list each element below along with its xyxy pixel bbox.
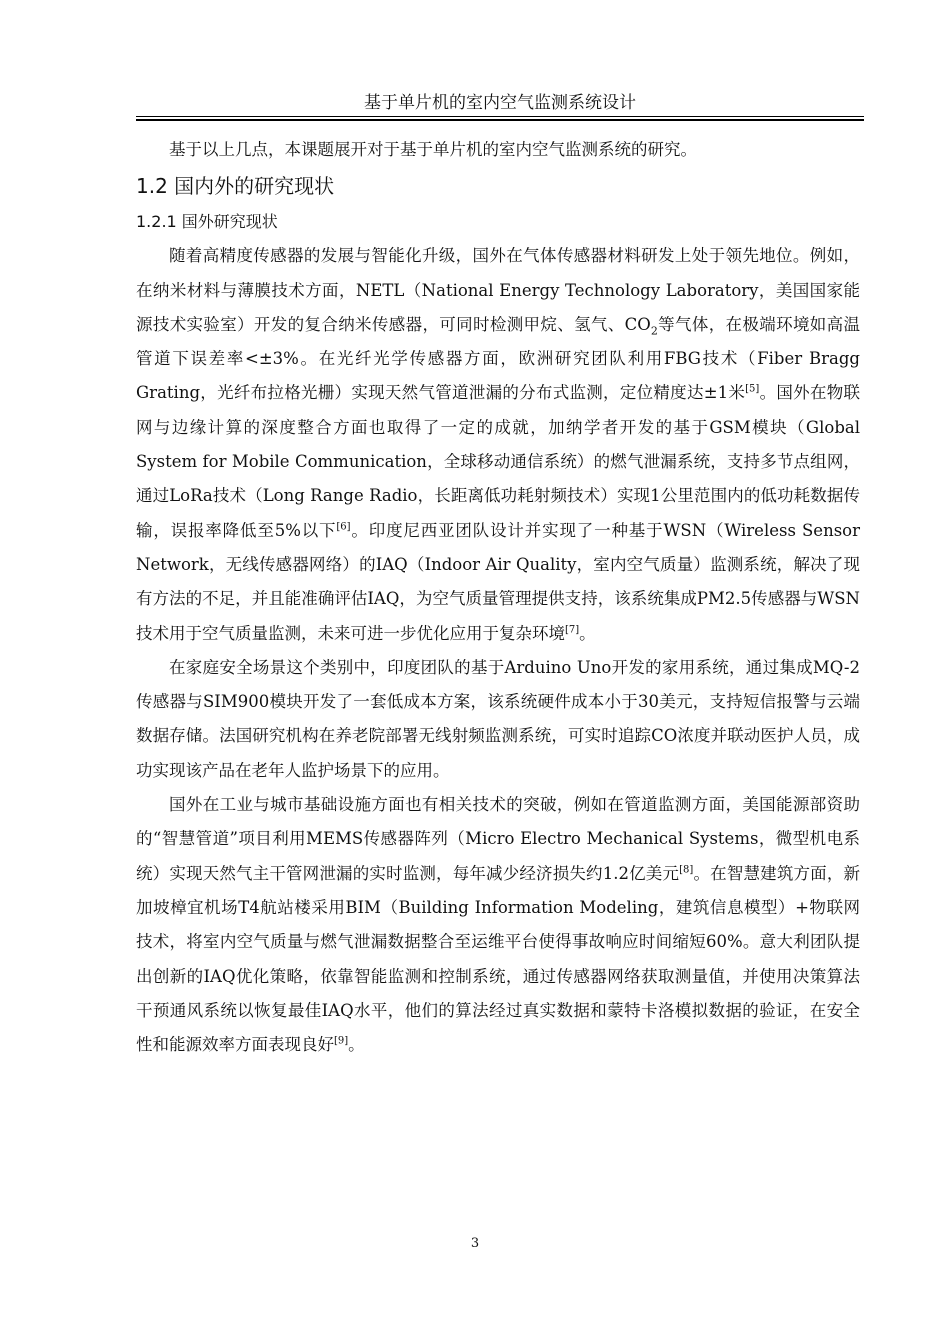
paragraph-foreign-sensors (136, 239, 860, 651)
citation-7: [7] (565, 624, 580, 636)
paragraph-text: 。 (348, 1035, 365, 1055)
page-number: 3 (470, 1236, 480, 1251)
subsection-heading-1-2-1: 1.2.1 国外研究现状 (136, 212, 278, 232)
section-heading-1-2: 1.2 国内外的研究现状 (136, 174, 335, 199)
citation-6: [6] (336, 521, 351, 533)
paragraph-text: 。国外在物联网与边缘计算的深度整合方面也取得了一定的成就，加纳学者开发的基于GSM模块（Global System for Mobile Communication，全球移动通信系统）的燃气泄漏系统，支持多节点组网，通过LoRa技术（Long Range Radio，长距离低功耗射频技术）实现1公里范围内的低功耗数据传输，误报率降低至5%以下 (136, 383, 861, 540)
citation-8: [8] (679, 864, 694, 876)
body-text (136, 133, 860, 1062)
running-header: 基于单片机的室内空气监测系统设计 (364, 93, 636, 113)
citation-5: [5] (745, 383, 760, 395)
citation-9: [9] (334, 1035, 349, 1047)
paragraph-industrial-urban (136, 788, 860, 1062)
subscript-2: 2 (650, 324, 658, 338)
paragraph-text: 。在智慧建筑方面，新加坡樟宜机场T4航站楼采用BIM（Building Information Modeling，建筑信息模型）+物联网技术，将室内空气质量与燃气泄漏数据整合至运维平台使得事故响应时间缩短60%。意大利团队提出创新的IAQ优化策略，依靠智能监测和控制系统，通过传感器网络获取测量值，并使用决策算法干预通风系统以恢复最佳IAQ水平，他们的算法经过真实数据和蒙特卡洛模拟数据的验证，在安全性和能源效率方面表现良好 (136, 863, 860, 1055)
header-rule-thin (136, 116, 864, 117)
paragraph-text: 。 (579, 623, 596, 643)
paragraph-home-safety: 在家庭安全场景这个类别中，印度团队的基于Arduino Uno开发的家用系统，通过集成MQ-2传感器与SIM900模块开发了一套低成本方案，该系统硬件成本小于30美元，支持短信报警与云端数据存储。法国研究机构在养老院部署无线射频监测系统，可实时追踪CO浓度并联动医护人员，成功实现该产品在老年人监护场景下的应用。 (136, 657, 860, 780)
header-rule-thick (136, 119, 864, 121)
intro-paragraph: 基于以上几点，本课题展开对于基于单片机的室内空气监测系统的研究。 (169, 140, 697, 159)
paragraph-text: 等气体，在极端环境如高温管道下误差率<±3%。在光纤光学传感器方面，欧洲研究团队利用FBG技术（Fiber Bragg Grating，光纤布拉格光栅）实现天然气管道泄漏的分布式监测，定位精度达±1米 (136, 314, 861, 403)
paragraph-text: 。印度尼西亚团队设计并实现了一种基于WSN（Wireless Sensor Network，无线传感器网络）的IAQ（Indoor Air Quality，室内空气质量）监测系统，解决了现有方法的不足，并且能准确评估IAQ，为空气质量管理提供支持，该系统集成PM2.5传感器与WSN技术用于空气质量监测，未来可进一步优化应用于复杂环境 (136, 520, 860, 643)
paragraph-text: 国外在工业与城市基础设施方面也有相关技术的突破，例如在管道监测方面，美国能源部资助的“智慧管道”项目利用MEMS传感器阵列（Micro Electro Mechanical Systems，微型机电系统）实现天然气主干管网泄漏的实时监测，每年减少经济损失约1.2亿美元 (136, 795, 860, 883)
paragraph-text: 随着高精度传感器的发展与智能化升级，国外在气体传感器材料研发上处于领先地位。例如，在纳米材料与薄膜技术方面，NETL（National Energy Technology Laboratory，美国国家能源技术实验室）开发的复合纳米传感器，可同时检测甲烷、氢气、CO (136, 246, 860, 334)
